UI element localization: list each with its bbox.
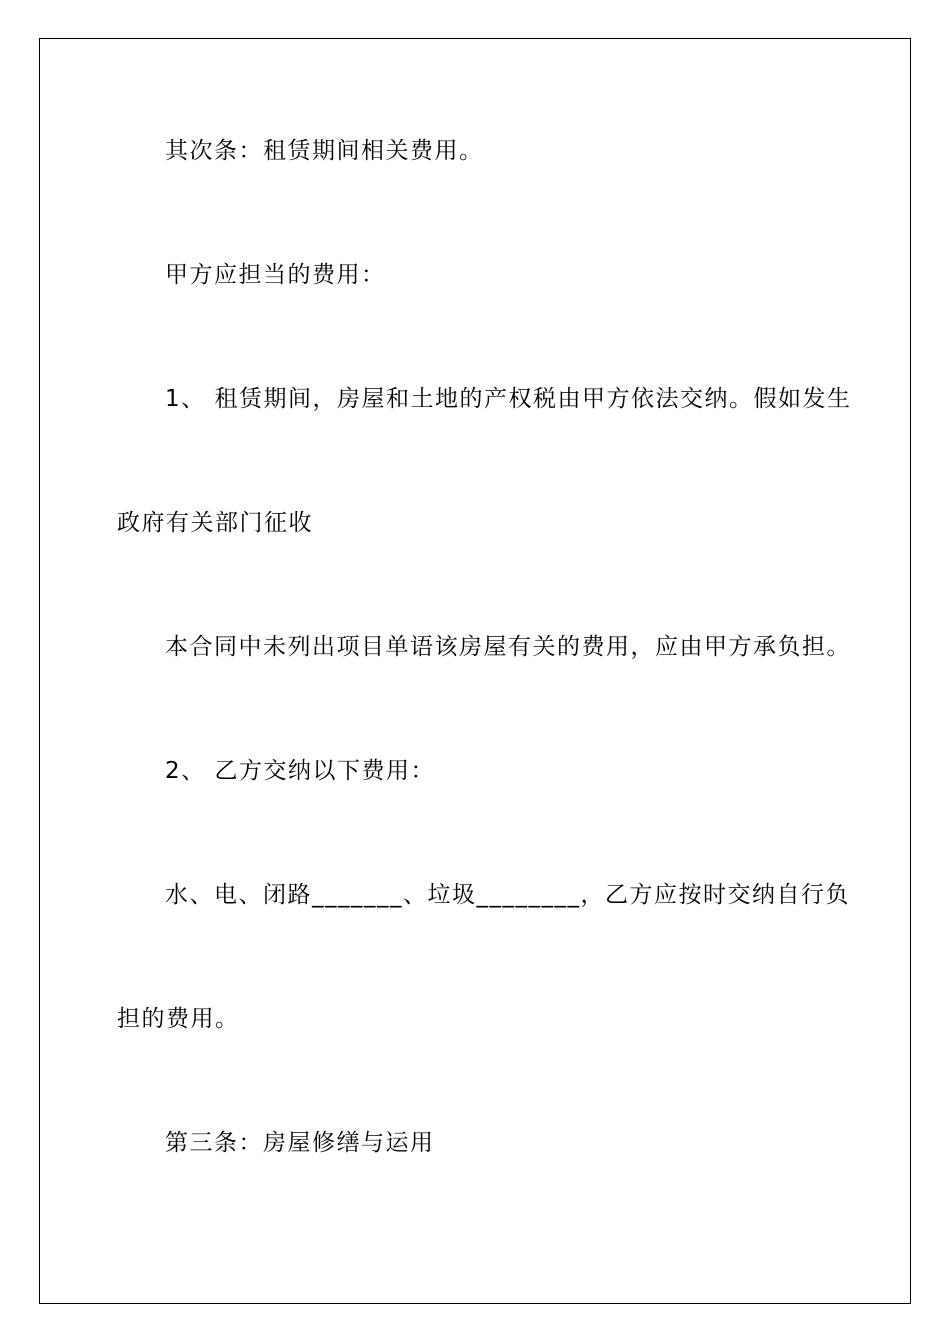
paragraph-unlisted-fees: 本合同中未列出项目单语该房屋有关的费用，应由甲方承负担。 [165, 634, 851, 660]
paragraph-utilities: 水、电、闭路_______、垃圾________，乙方应按时交纳自行负 [165, 882, 850, 908]
paragraph-utilities-continuation: 担的费用。 [117, 1006, 240, 1032]
list-item-1-continuation: 政府有关部门征收 [117, 510, 313, 536]
list-item-1: 1、 租赁期间，房屋和土地的产权税由甲方依法交纳。假如发生 [165, 386, 852, 412]
section-heading-second-article: 其次条：租赁期间相关费用。 [165, 138, 484, 164]
list-item-2: 2、 乙方交纳以下费用： [165, 758, 435, 784]
page-border [39, 38, 911, 1304]
section-heading-third-article: 第三条：房屋修缮与运用 [165, 1130, 435, 1156]
paragraph-party-a-fees: 甲方应担当的费用： [165, 262, 386, 288]
